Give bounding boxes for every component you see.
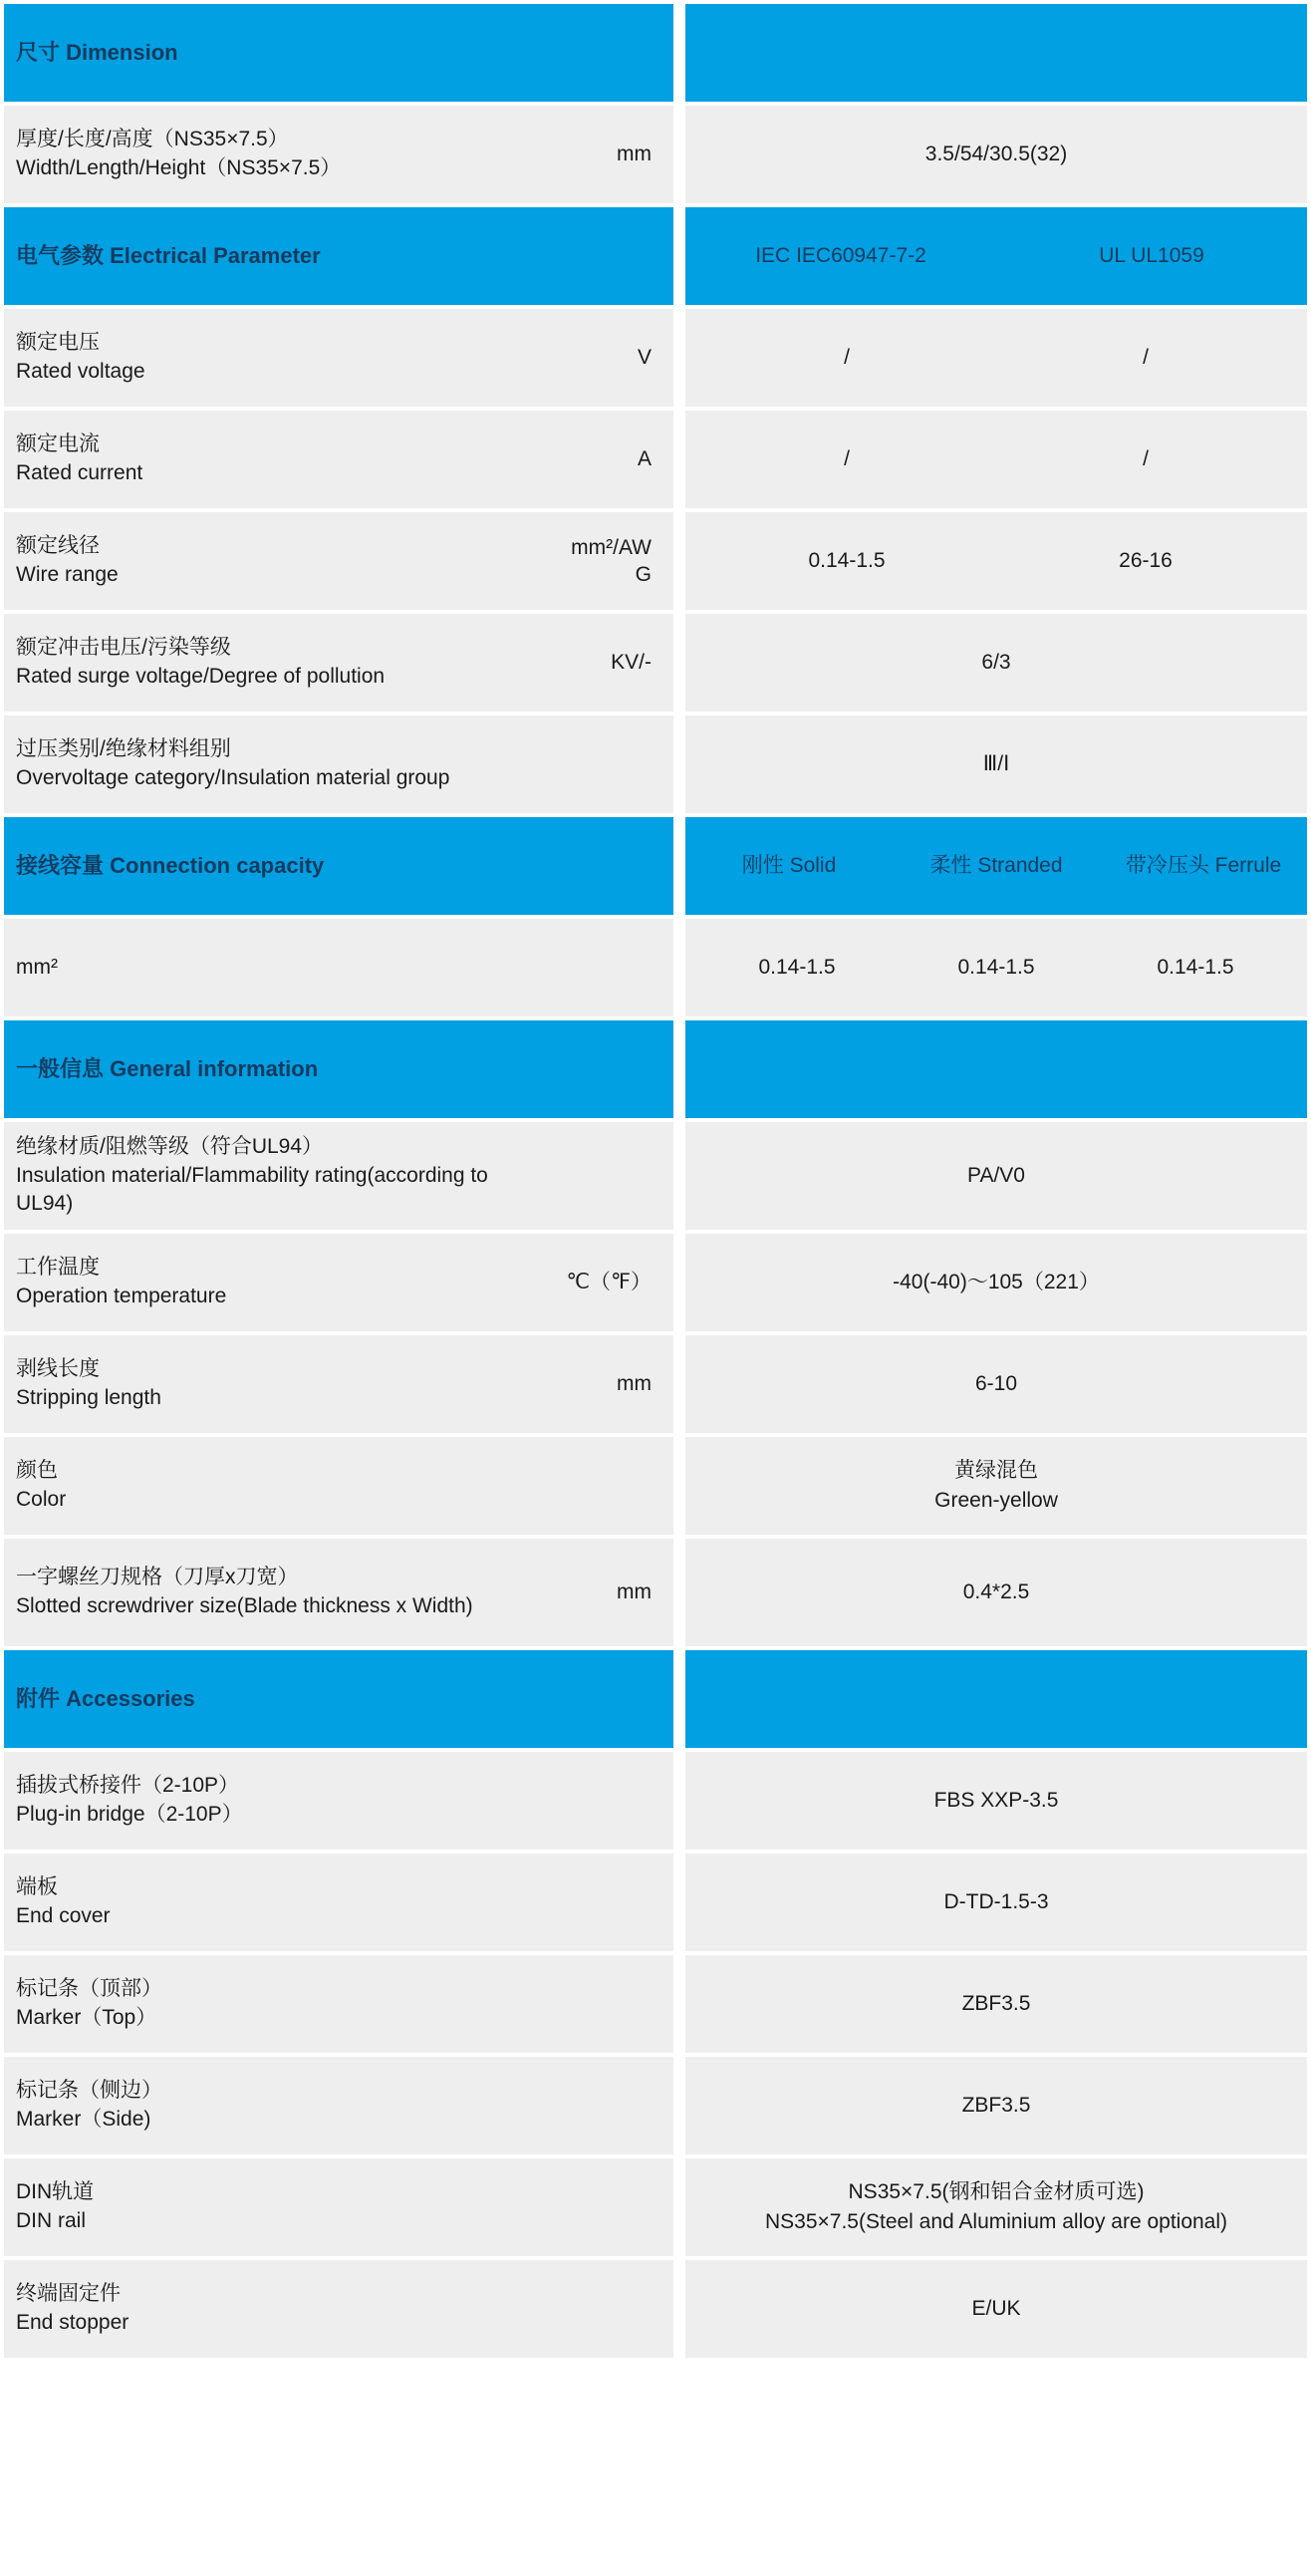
table-row	[4, 309, 1307, 407]
row-value: 6/3	[685, 614, 1307, 712]
row-label-cell	[4, 2260, 502, 2358]
section-header-electrical	[4, 207, 1307, 305]
row-label-cell	[4, 512, 502, 610]
row-label-en: Overvoltage category/Insulation material group	[16, 766, 450, 789]
row-unit-line1: mm²/AW	[571, 535, 653, 559]
row-unit: A	[502, 411, 673, 508]
section-title-cell	[4, 207, 673, 305]
row-value: E/UK	[685, 2260, 1307, 2358]
column-gap	[673, 309, 685, 407]
column-gap	[673, 1335, 685, 1433]
row-label-cn: 端板	[16, 1875, 58, 1899]
section-title-connection: 接线容量 Connection capacity	[16, 852, 325, 878]
row-label-cell	[4, 1539, 502, 1646]
section-title-dimension: 尺寸 Dimension	[16, 39, 178, 65]
row-label-cn: 过压类别/绝缘材料组别	[16, 737, 231, 761]
table-row	[4, 1539, 1307, 1646]
row-label-cn: 剥线长度	[16, 1357, 100, 1381]
row-value: ZBF3.5	[685, 1955, 1307, 2053]
row-value: Ⅲ/Ⅰ	[685, 716, 1307, 813]
row-value-group	[685, 411, 1307, 508]
row-unit-line2: G	[635, 563, 653, 586]
row-value-group	[685, 2158, 1307, 2256]
row-value-ul: /	[1143, 345, 1149, 369]
conductor-ferrule: 带冷压头 Ferrule	[1125, 854, 1282, 878]
column-gap	[673, 1752, 685, 1850]
row-unit: KV/-	[502, 614, 673, 712]
row-value: -40(-40)～105（221）	[685, 1234, 1307, 1331]
section-header-value-blank	[685, 1650, 1307, 1748]
column-gap	[673, 2158, 685, 2256]
row-label-cell	[4, 2158, 502, 2256]
table-row	[4, 2057, 1307, 2154]
row-unit	[502, 919, 673, 1016]
row-unit	[502, 1437, 673, 1535]
row-unit	[502, 2158, 673, 2256]
row-label-en: Rated voltage	[16, 360, 145, 383]
section-title-accessories: 附件 Accessories	[16, 1685, 195, 1711]
row-value-stranded: 0.14-1.5	[957, 955, 1035, 979]
standard-iec: IEC IEC60947-7-2	[755, 244, 926, 268]
row-label-en: Plug-in bridge（2-10P）	[16, 1803, 243, 1826]
row-label-cn: 厚度/长度/高度（NS35×7.5）	[16, 128, 289, 151]
row-label-en: End cover	[16, 1904, 111, 1927]
row-value: PA/V0	[685, 1122, 1307, 1230]
column-gap	[673, 106, 685, 203]
column-gap	[673, 1020, 685, 1118]
section-title-cell	[4, 817, 673, 915]
table-row	[4, 1122, 1307, 1230]
row-label-en: Wire range	[16, 563, 119, 586]
conductor-solid: 刚性 Solid	[741, 854, 837, 878]
row-label-en: Insulation material/Flammability rating(according to UL94)	[16, 1163, 488, 1216]
row-value-iec: 0.14-1.5	[808, 548, 886, 572]
table-row	[4, 106, 1307, 203]
row-label-cell	[4, 1437, 502, 1535]
row-label-en: Width/Length/Height（NS35×7.5）	[16, 156, 342, 179]
table-row	[4, 411, 1307, 508]
row-value: ZBF3.5	[685, 2057, 1307, 2154]
row-value-cn: 黄绿混色	[954, 1458, 1039, 1482]
row-label-en: Color	[16, 1488, 67, 1511]
row-label-cell	[4, 1752, 502, 1850]
row-value: D-TD-1.5-3	[685, 1854, 1307, 1951]
column-gap	[673, 1234, 685, 1331]
column-gap	[673, 207, 685, 305]
row-label-en: Rated current	[16, 461, 143, 484]
row-unit: mm	[502, 1335, 673, 1433]
column-gap	[673, 1122, 685, 1230]
column-gap	[673, 1854, 685, 1951]
row-label-cn: 额定电压	[16, 331, 100, 355]
row-label-cell	[4, 919, 502, 1016]
row-label-cn: 额定冲击电压/污染等级	[16, 636, 231, 660]
row-unit	[502, 2260, 673, 2358]
row-unit	[502, 1752, 673, 1850]
row-label-cn: 绝缘材质/阻燃等级（符合UL94）	[16, 1134, 324, 1158]
row-label-cn: 标记条（顶部）	[16, 1977, 162, 2001]
row-value-iec: /	[844, 345, 850, 369]
row-label-cell	[4, 2057, 502, 2154]
row-value-group	[685, 1437, 1307, 1535]
table-row	[4, 1955, 1307, 2053]
row-unit	[502, 1955, 673, 2053]
column-gap	[673, 614, 685, 712]
row-label-en: Marker（Top）	[16, 2006, 157, 2029]
row-label-en: Marker（Side)	[16, 2108, 151, 2131]
specification-table	[4, 0, 1307, 2362]
row-label-cell	[4, 716, 502, 813]
row-value-group	[685, 309, 1307, 407]
row-value-ferrule: 0.14-1.5	[1157, 955, 1234, 979]
row-label-en: mm²	[16, 955, 58, 979]
row-label-cn: 工作温度	[16, 1256, 100, 1280]
row-label-en: Stripping length	[16, 1386, 161, 1409]
row-label-cell	[4, 1335, 502, 1433]
row-label-cell	[4, 309, 502, 407]
row-value: 3.5/54/30.5(32)	[685, 106, 1307, 203]
column-gap	[673, 817, 685, 915]
row-value-iec: /	[844, 446, 850, 470]
row-label-cn: 标记条（侧边）	[16, 2079, 162, 2103]
column-gap	[673, 1650, 685, 1748]
column-gap	[673, 2260, 685, 2358]
section-title-cell	[4, 1020, 673, 1118]
row-unit	[502, 2057, 673, 2154]
row-value-ul: 26-16	[1119, 548, 1173, 572]
row-value: FBS XXP-3.5	[685, 1752, 1307, 1850]
row-value: 0.4*2.5	[685, 1539, 1307, 1646]
row-value-group	[685, 512, 1307, 610]
row-label-en: Operation temperature	[16, 1285, 227, 1307]
row-label-en: End stopper	[16, 2311, 130, 2334]
row-label-cn: 颜色	[16, 1459, 58, 1483]
column-gap	[673, 1955, 685, 2053]
row-unit: V	[502, 309, 673, 407]
row-label-cn: DIN轨道	[16, 2180, 95, 2204]
row-unit	[502, 1854, 673, 1951]
row-label-cn: 额定线径	[16, 534, 100, 558]
table-row	[4, 2158, 1307, 2256]
section-title-cell	[4, 1650, 673, 1748]
row-label-en: Slotted screwdriver size(Blade thickness x Width)	[16, 1594, 473, 1617]
table-row	[4, 1335, 1307, 1433]
column-gap	[673, 512, 685, 610]
row-label-en: DIN rail	[16, 2209, 87, 2232]
table-row	[4, 1752, 1307, 1850]
row-label-cell	[4, 1122, 502, 1230]
table-row	[4, 716, 1307, 813]
row-value-ul: /	[1143, 446, 1149, 470]
section-header-connection	[4, 817, 1307, 915]
section-header-dimension	[4, 4, 1307, 102]
conductor-stranded: 柔性 Stranded	[929, 854, 1063, 878]
row-value-en: Green-yellow	[934, 1489, 1058, 1512]
table-row	[4, 1234, 1307, 1331]
column-gap	[673, 2057, 685, 2154]
row-label-cell	[4, 411, 502, 508]
section-title-general: 一般信息 General information	[16, 1055, 319, 1081]
row-label-cell	[4, 106, 502, 203]
section-title-cell	[4, 4, 673, 102]
section-header-general	[4, 1020, 1307, 1118]
row-value: 6-10	[685, 1335, 1307, 1433]
standard-ul: UL UL1059	[1099, 244, 1204, 268]
row-label-cn: 一字螺丝刀规格（刀厚x刀宽）	[16, 1566, 299, 1589]
row-label-cell	[4, 1234, 502, 1331]
row-value-group	[685, 919, 1307, 1016]
table-row	[4, 2260, 1307, 2358]
section-header-conductor-types	[685, 817, 1307, 915]
column-gap	[673, 1539, 685, 1646]
table-row	[4, 1854, 1307, 1951]
section-header-value-blank	[685, 1020, 1307, 1118]
table-row	[4, 512, 1307, 610]
row-unit: mm	[502, 1539, 673, 1646]
section-header-value-blank	[685, 4, 1307, 102]
row-value-solid: 0.14-1.5	[758, 955, 836, 979]
row-unit: ℃（℉）	[502, 1234, 673, 1331]
row-label-cn: 终端固定件	[16, 2282, 121, 2306]
row-label-cell	[4, 1955, 502, 2053]
row-unit	[502, 1122, 673, 1230]
row-label-cell	[4, 1854, 502, 1951]
column-gap	[673, 716, 685, 813]
row-label-cell	[4, 614, 502, 712]
section-header-accessories	[4, 1650, 1307, 1748]
row-unit: mm	[502, 106, 673, 203]
row-value-cn: NS35×7.5(钢和铝合金材质可选)	[848, 2179, 1145, 2203]
column-gap	[673, 4, 685, 102]
row-label-cn: 插拔式桥接件（2-10P）	[16, 1774, 240, 1798]
row-label-cn: 额定电流	[16, 432, 100, 456]
column-gap	[673, 1437, 685, 1535]
row-value-en: NS35×7.5(Steel and Aluminium alloy are optional)	[765, 2210, 1228, 2233]
table-row	[4, 1437, 1307, 1535]
section-header-standards	[685, 207, 1307, 305]
row-unit	[502, 512, 673, 610]
row-label-en: Rated surge voltage/Degree of pollution	[16, 665, 386, 688]
column-gap	[673, 919, 685, 1016]
column-gap	[673, 411, 685, 508]
section-title-electrical: 电气参数 Electrical Parameter	[16, 242, 321, 268]
table-row	[4, 614, 1307, 712]
row-unit	[502, 716, 673, 813]
table-row	[4, 919, 1307, 1016]
